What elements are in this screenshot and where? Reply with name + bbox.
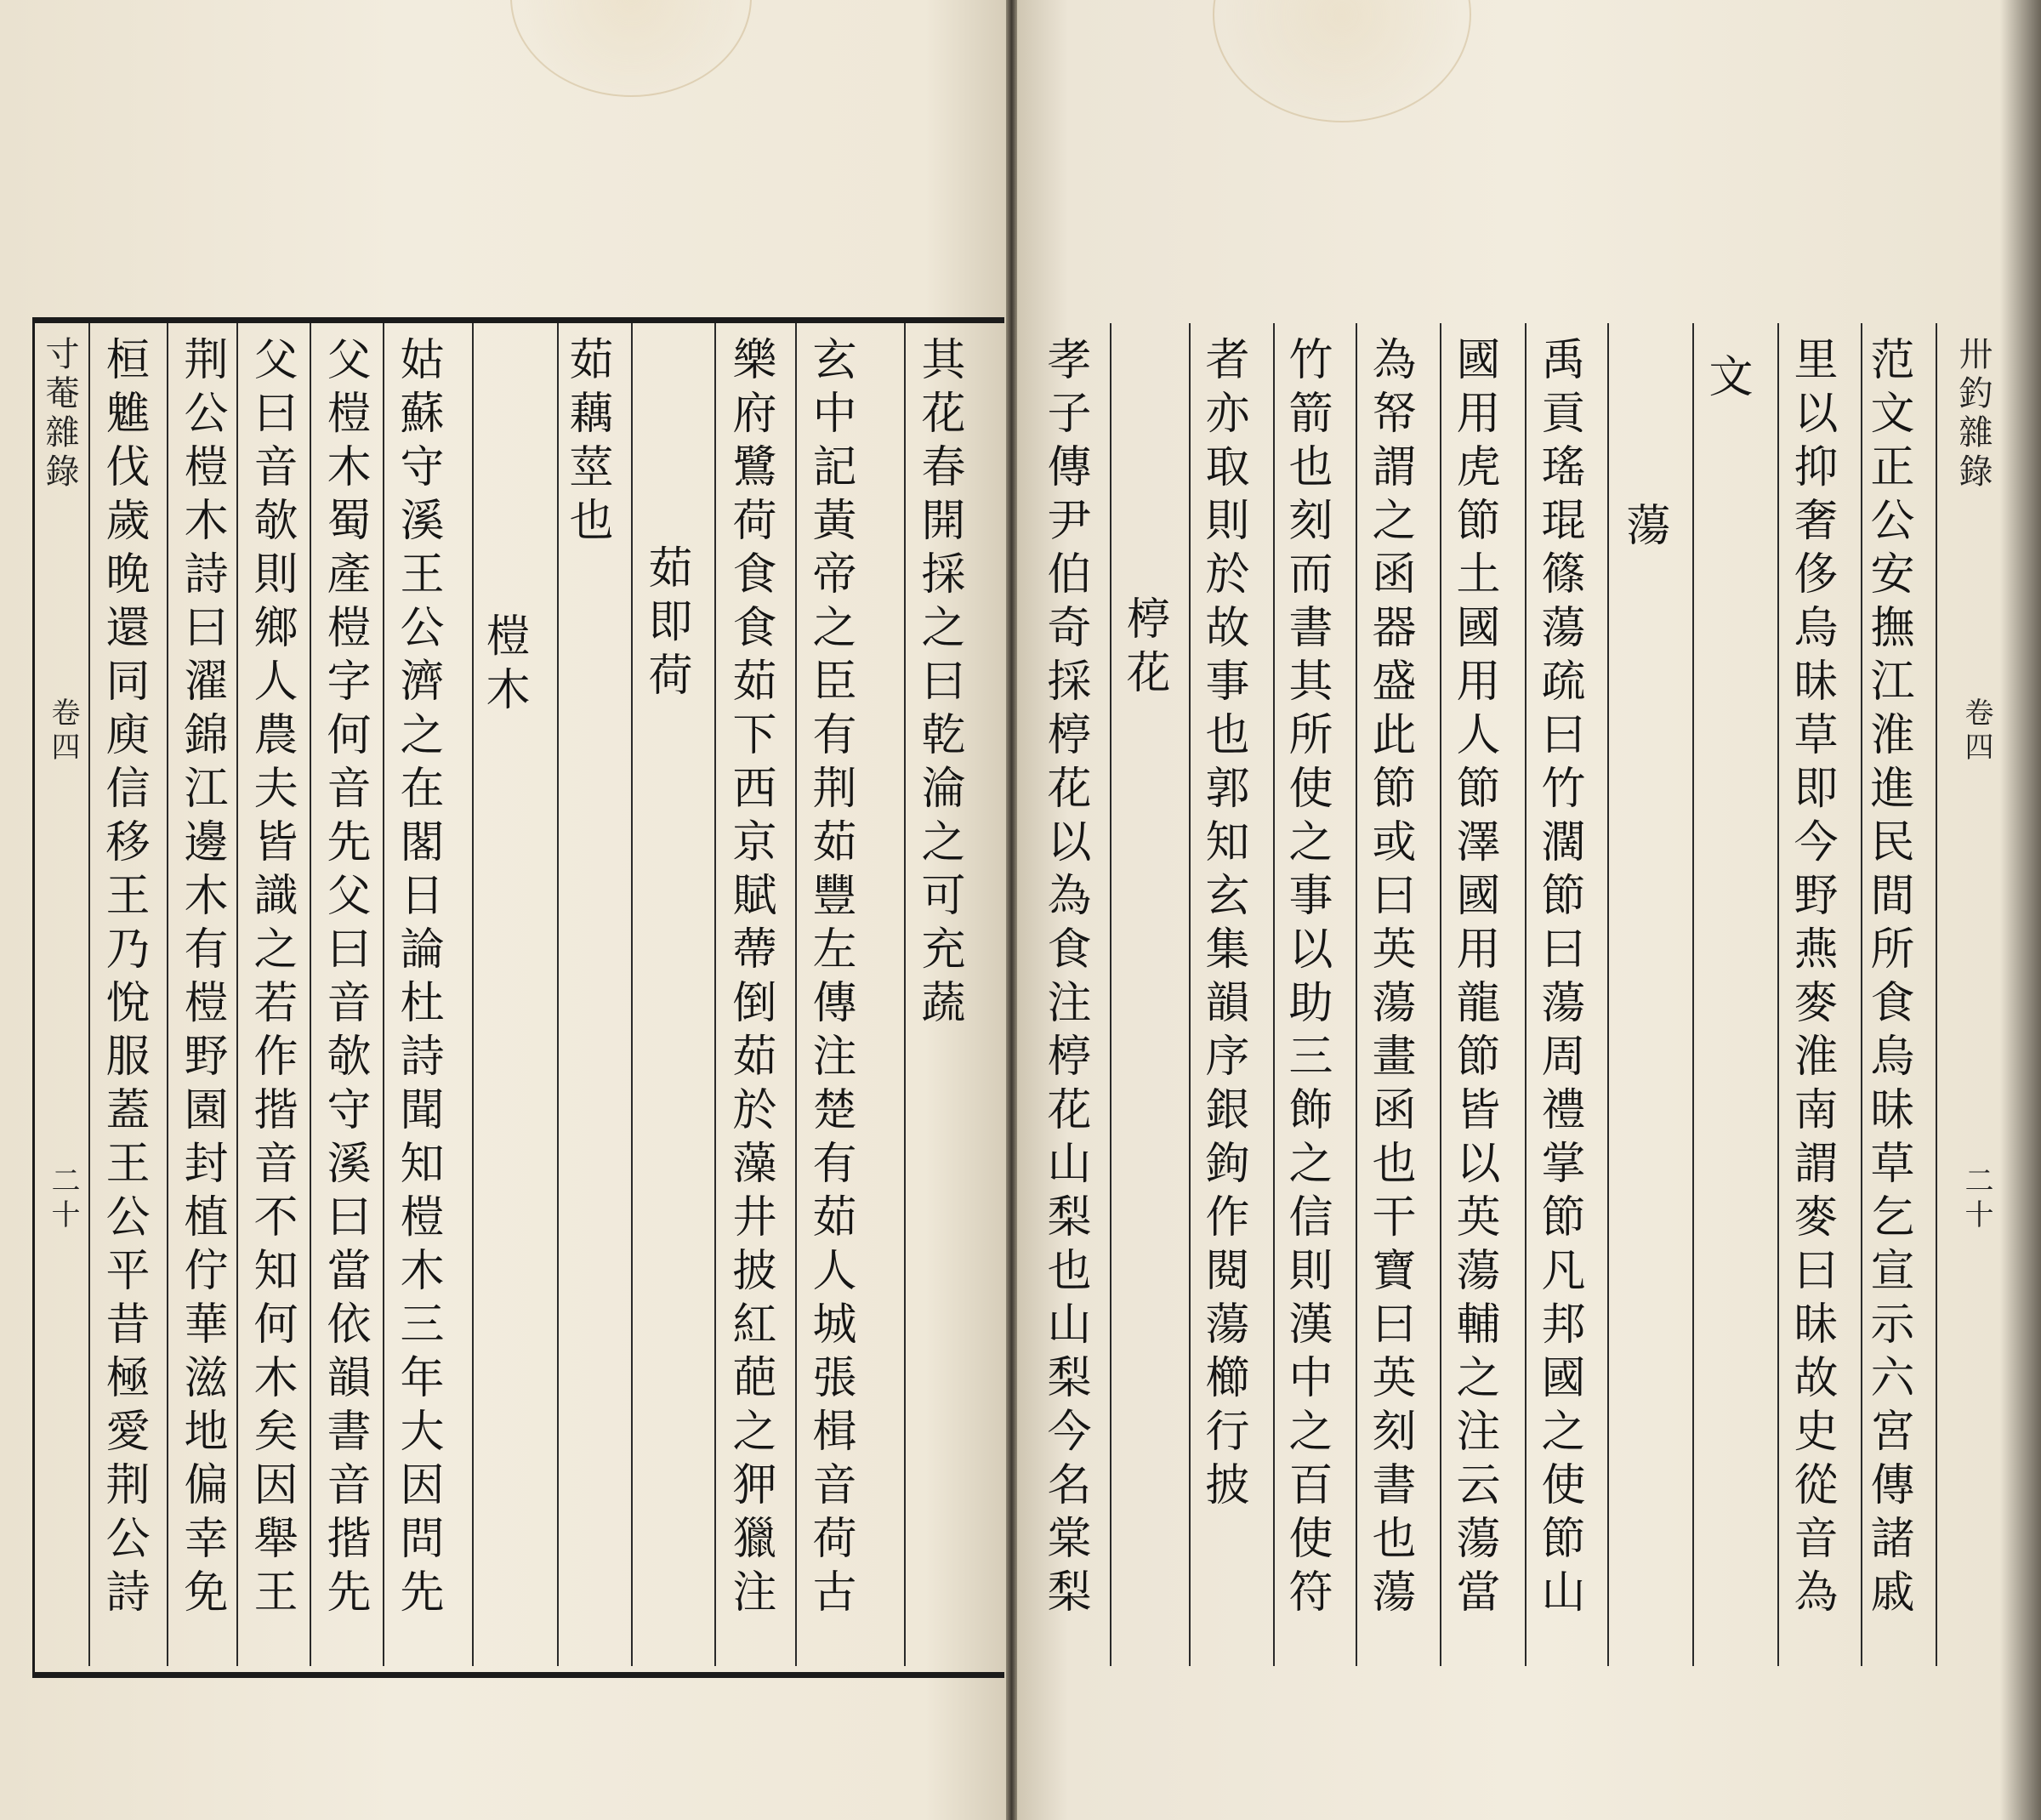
entry-heading: 榿木	[478, 612, 529, 719]
left-page	[0, 0, 1006, 1820]
column-rule	[631, 323, 633, 1666]
text-column: 其花春開採之曰乾淪之可充蔬	[913, 336, 964, 1032]
text-column: 玄中記黃帝之臣有荆茹豐左傳注楚有茹人城張楫音荷古	[804, 336, 856, 1622]
fold-title: 寸菴雜錄	[40, 336, 79, 492]
text-column: 里以抑奢侈烏昧草即今野燕麥淮南謂麥曰昧故史從音為	[1786, 336, 1837, 1622]
text-column: 父曰音欹則鄉人農夫皆識之若作揩音不知何木矣因舉王	[246, 336, 297, 1622]
column-rule	[1777, 323, 1779, 1666]
entry-heading: 楟花	[1118, 595, 1169, 702]
column-rule	[1440, 323, 1441, 1666]
column-rule	[383, 323, 384, 1666]
column-rule	[236, 323, 238, 1666]
column-rule	[472, 323, 474, 1666]
water-stain	[1213, 0, 1471, 122]
book-gutter	[1006, 0, 1017, 1820]
column-rule	[1189, 323, 1191, 1666]
text-column: 文	[1701, 353, 1752, 407]
fold-folio: 二十	[1959, 1165, 1993, 1233]
column-rule	[310, 323, 311, 1666]
fold-title: 卅釣雜錄	[1953, 336, 1993, 492]
text-column: 國用虎節土國用人節澤國用龍節皆以英蕩輔之注云蕩當	[1448, 336, 1499, 1622]
text-column: 桓魋伐歲晚還同庾信移王乃悅服蓋王公平昔極愛荆公詩	[98, 336, 149, 1622]
text-column: 者亦取則於故事也郭知玄集韻序銀鉤作閱蕩櫛行披	[1197, 336, 1248, 1515]
fold-folio: 二十	[46, 1165, 80, 1233]
column-rule	[557, 323, 559, 1666]
text-column: 父榿木蜀產榿字何音先父曰音欹守溪曰當依韻書音揩先	[319, 336, 370, 1622]
water-stain	[510, 0, 752, 97]
column-rule	[1273, 323, 1275, 1666]
column-rule	[1692, 323, 1694, 1666]
column-rule	[1356, 323, 1357, 1666]
text-column: 茹藕莖也	[561, 336, 612, 550]
column-rule	[1607, 323, 1609, 1666]
column-rule	[167, 323, 168, 1666]
column-rule	[904, 323, 906, 1666]
column-rule	[1525, 323, 1526, 1666]
column-rule	[1936, 323, 1937, 1666]
fold-chapter: 卷四	[1959, 697, 1993, 765]
text-column: 樂府鷺荷食食茹下西京賦蔕倒茹於藻井披紅葩之狎獵注	[725, 336, 776, 1622]
column-rule	[714, 323, 716, 1666]
column-rule	[795, 323, 797, 1666]
text-column: 荆公榿木詩曰濯錦江邊木有榿野園封植佇華滋地偏幸免	[176, 336, 227, 1622]
text-column: 范文正公安撫江淮進民間所食烏昧草乞宣示六宮傳諸戚	[1862, 336, 1913, 1622]
text-column: 為帑謂之函器盛此節或曰英蕩畫函也干寶曰英刻書也蕩	[1364, 336, 1415, 1622]
text-column: 禹貢瑤琨篠蕩疏曰竹濶節曰蕩周禮掌節凡邦國之使節山	[1533, 336, 1584, 1622]
column-rule	[88, 323, 90, 1666]
text-column: 姑蘇守溪王公濟之在閣日論杜詩聞知榿木三年大因問先	[392, 336, 443, 1622]
text-column: 竹箭也刻而書其所使之事以助三飾之信則漢中之百使符	[1281, 336, 1332, 1622]
column-rule	[1110, 323, 1111, 1666]
entry-heading: 蕩	[1618, 502, 1669, 555]
fold-chapter: 卷四	[46, 697, 80, 765]
entry-heading: 茹即荷	[640, 544, 691, 705]
text-column: 孝子傳尹伯奇採楟花以為食注楟花山梨也山梨今名棠梨	[1039, 336, 1090, 1622]
